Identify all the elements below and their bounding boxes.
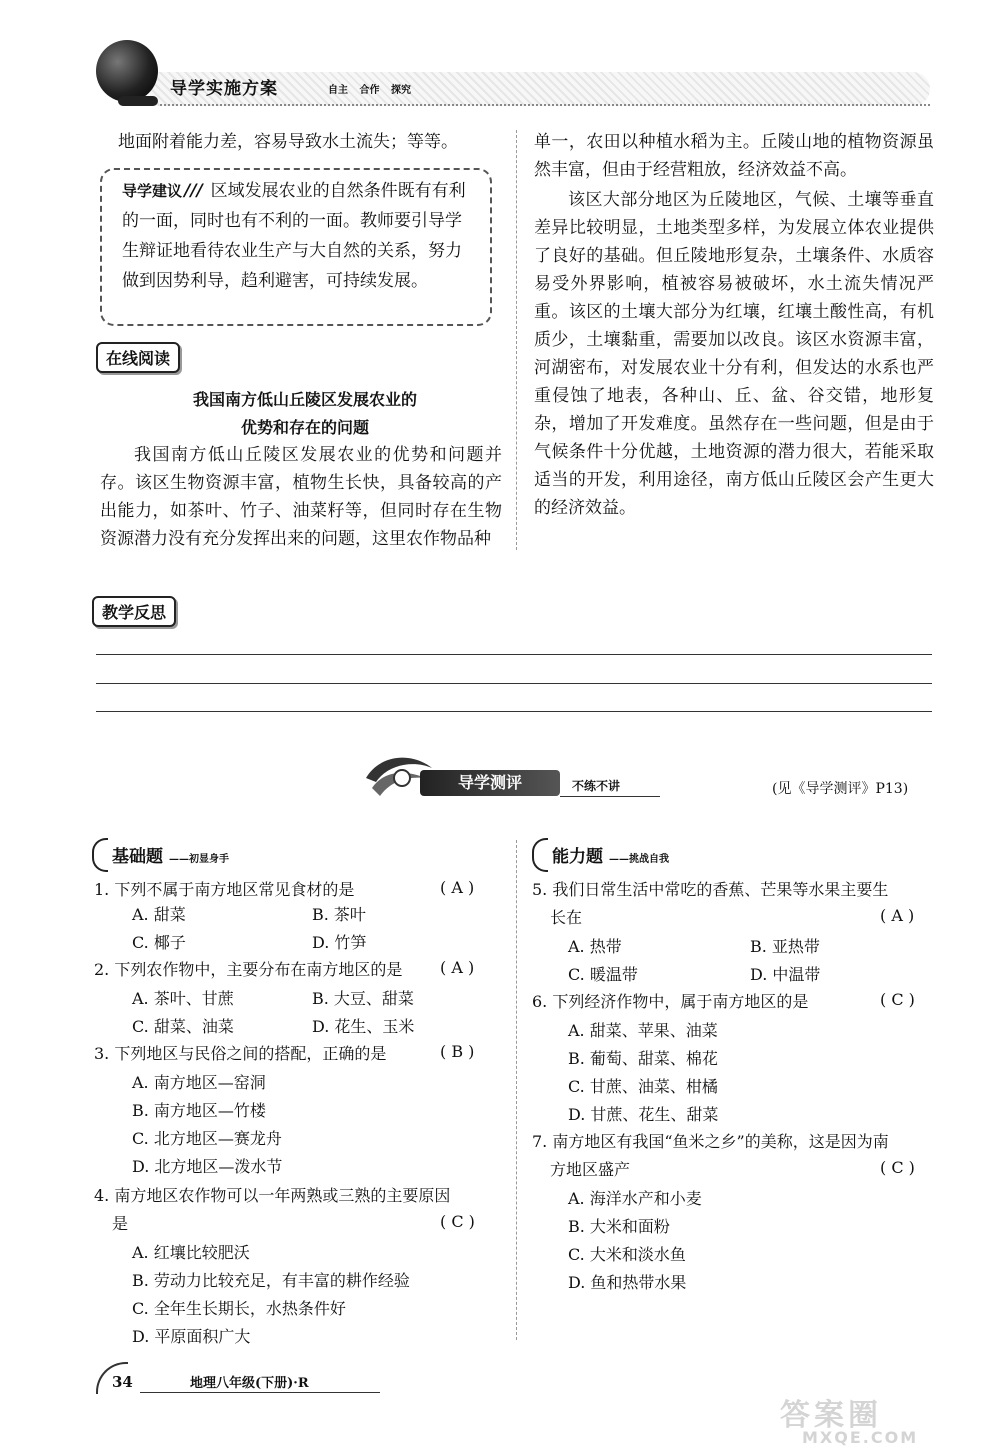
question-4-option-a: A. 红壤比较肥沃 [132, 1243, 250, 1262]
question-2-answer: ( A ) [440, 958, 475, 977]
question-3-stem: 3. 下列地区与民俗之间的搭配，正确的是 [94, 1044, 387, 1063]
watermark-url: MXQE.COM [802, 1428, 919, 1447]
ability-section-title: 能力题 [552, 847, 603, 867]
question-7-stem-line-2: 方地区盛产 [550, 1160, 631, 1179]
questions-column-divider [516, 840, 517, 1340]
question-1-stem: 1. 下列不属于南方地区常见食材的是 [94, 880, 355, 899]
question-3-option-a: A. 南方地区—窑洞 [132, 1073, 266, 1092]
banner-slogan: 不练不讲 [572, 779, 621, 793]
question-6-stem: 6. 下列经济作物中，属于南方地区的是 [532, 992, 809, 1011]
basic-section-title: 基础题 [112, 847, 163, 867]
reflection-tag: 教学反思 [92, 596, 176, 627]
question-7-option-d: D. 鱼和热带水果 [568, 1273, 687, 1292]
question-1-answer: ( A ) [440, 878, 475, 897]
mascot-logo-foot [118, 96, 158, 106]
question-4-stem-line-2: 是 [112, 1214, 129, 1233]
article-continued-1: 单一，农田以种植水稻为主。丘陵山地的植物资源虽然丰富，但由于经营粗放，经济效益不高。 [534, 132, 934, 180]
header-tags: 自主 合作 探究 [328, 85, 411, 96]
reflection-line-1 [96, 654, 932, 655]
reading-tag: 在线阅读 [96, 342, 180, 373]
question-3-option-c: C. 北方地区—赛龙舟 [132, 1129, 282, 1148]
article-body: 我国南方低山丘陵区发展农业的优势和问题并存。该区生物资源丰富，植物生长快，具备较高的产出能力，如茶叶、竹子、油菜籽等，但同时存在生物资源潜力没有充分发挥出来的问题，这里农作物品种 [100, 445, 502, 549]
column-divider [516, 130, 517, 550]
banner-reference: (见《导学测评》P13) [772, 781, 909, 797]
question-2-option-c: C. 甜菜、油菜 [132, 1017, 234, 1036]
article-continued-2: 该区大部分地区为丘陵地区，气候、土壤等垂直差异比较明显，土地类型多样，为发展立体农业提供了良好的基础。但丘陵地形复杂，土壤条件、水质容易受外界影响，植被容易被破坏，水土流失情况严重。该区的土壤大部分为红壤，红壤土酸性高，有机质少，土壤黏重，需要加以改良。该区水资源丰富，河湖密布，对发展农业十分有利，但发达的水系也严重侵蚀了地表，各种山、丘、盆、谷交错，地形复杂，增加了开发难度。虽然存在一些问题，但是由于气候条件十分优越，土地资源的潜力很大，若能采取适当的开发，利用途径，南方低山丘陵区会产生更大的经济效益。 [534, 190, 934, 518]
suggestion-text: 区域发展农业的自然条件既有有利的一面，同时也有不利的一面。教师要引导学生辩证地看待农业生产与大自然的关系，努力做到因势利导，趋利避害，可持续发展。 [122, 181, 466, 291]
header-title: 导学实施方案 [170, 79, 278, 99]
question-2-option-d: D. 花生、玉米 [312, 1017, 415, 1036]
question-6-answer: ( C ) [880, 990, 915, 1009]
reflection-line-3 [96, 711, 932, 712]
question-4-option-d: D. 平原面积广大 [132, 1327, 251, 1346]
footer-rule [140, 1392, 380, 1393]
question-5-stem-line-2: 长在 [550, 908, 583, 927]
question-5-answer: ( A ) [880, 906, 915, 925]
basic-section-subtitle: ——初显身手 [169, 854, 229, 865]
slash-decoration-icon: /// [184, 181, 203, 201]
question-1-option-d: D. 竹笋 [312, 933, 367, 952]
question-3-option-d: D. 北方地区—泼水节 [132, 1157, 283, 1176]
reflection-line-2 [96, 683, 932, 684]
question-4-option-c: C. 全年生长期长，水热条件好 [132, 1299, 346, 1318]
page-number: 34 [112, 1373, 133, 1391]
question-1-option-c: C. 椰子 [132, 933, 186, 952]
question-3-answer: ( B ) [440, 1042, 475, 1061]
question-6-option-c: C. 甘蔗、油菜、柑橘 [568, 1077, 718, 1096]
question-5-option-b: B. 亚热带 [750, 937, 820, 956]
ability-section-subtitle: ——挑战自我 [609, 854, 669, 865]
question-2-option-a: A. 茶叶、甘蔗 [132, 989, 234, 1008]
banner-title: 导学测评 [420, 770, 560, 796]
mascot-logo-icon [96, 40, 158, 102]
question-7-option-c: C. 大米和淡水鱼 [568, 1245, 686, 1264]
question-3-option-b: B. 南方地区—竹楼 [132, 1101, 266, 1120]
banner-underline [560, 796, 660, 797]
article-title-line-2: 优势和存在的问题 [240, 418, 369, 437]
question-2-stem: 2. 下列农作物中，主要分布在南方地区的是 [94, 960, 403, 979]
basic-section-heading [112, 842, 229, 867]
question-7-stem-line-1: 7. 南方地区有我国“鱼米之乡”的美称，这是因为南 [532, 1132, 889, 1151]
question-4-stem-line-1: 4. 南方地区农作物可以一年两熟或三熟的主要原因 [94, 1186, 451, 1205]
header-divider [160, 104, 930, 106]
question-6-option-b: B. 葡萄、甜菜、棉花 [568, 1049, 718, 1068]
question-6-option-a: A. 甜菜、苹果、油菜 [568, 1021, 718, 1040]
question-4-option-b: B. 劳动力比较充足，有丰富的耕作经验 [132, 1271, 410, 1290]
footer-book-title: 地理八年级(下册)·R [190, 1376, 309, 1391]
question-2-option-b: B. 大豆、甜菜 [312, 989, 414, 1008]
intro-text: 地面附着能力差，容易导致水土流失；等等。 [118, 132, 458, 152]
watermark-text: 答案圈 [780, 1398, 882, 1433]
question-5-option-d: D. 中温带 [750, 965, 821, 984]
question-6-option-d: D. 甘蔗、花生、甜菜 [568, 1105, 719, 1124]
basic-section-bracket [92, 838, 108, 872]
question-1-option-b: B. 茶叶 [312, 905, 366, 924]
question-7-answer: ( C ) [880, 1158, 915, 1177]
question-7-option-b: B. 大米和面粉 [568, 1217, 670, 1236]
article-title-line-1: 我国南方低山丘陵区发展农业的 [192, 390, 417, 409]
suggestion-content [122, 176, 474, 296]
watermark [780, 1390, 990, 1450]
question-4-answer: ( C ) [440, 1212, 475, 1231]
suggestion-label: 导学建议 [122, 182, 183, 200]
question-7-option-a: A. 海洋水产和小麦 [568, 1189, 702, 1208]
ability-section-heading [552, 842, 669, 867]
question-1-option-a: A. 甜菜 [132, 905, 186, 924]
question-5-option-c: C. 暖温带 [568, 965, 638, 984]
question-5-stem-line-1: 5. 我们日常生活中常吃的香蕉、芒果等水果主要生 [532, 880, 889, 899]
ability-section-bracket [532, 838, 548, 872]
question-5-option-a: A. 热带 [568, 937, 622, 956]
